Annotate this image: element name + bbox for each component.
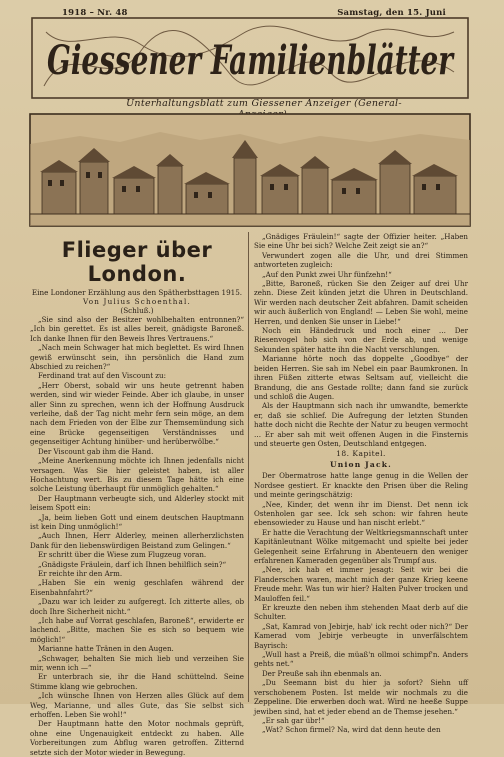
article-paragraph: Er schritt über die Wiese zum Flugzeug voran. [38,550,207,560]
article-paragraph: „Ja, beim lieben Gott und einem deutschen Hauptmann ist kein Ding unmöglich!“ [30,512,244,531]
column-divider [248,232,249,702]
article-paragraph: Marianne hatte Tränen in den Augen. [38,644,174,654]
article-paragraph: Als der Hauptmann sich nach ihr umwandte, bemerkte er, daß sie schlief. Die Aufregung der letzten Stunden hatte doch nicht die Rechte der Natur zu beugen vermocht … Er aber sah mit weit offenen Augen in die Finsternis und steuerte gen Osten, Deutschland entgegen. [254,401,468,448]
city-skyline-illustration [30,114,470,226]
article-paragraph: Der Hauptmann hatte den Motor nochmals geprüft, ohne eine Ungenauigkeit entdeckt zu haben. Alle Vorbereitungen zum Abflug waren getroffen. Zitternd setzte sich der Motor wieder in Bewegung. [30,719,244,757]
masthead-subtitle: Unterhaltungsblatt zum Giessener Anzeiger (General- [126,98,402,109]
article-paragraph: Noch ein Händedruck und noch einer … Der Riesenvogel hob sich von der Erde ab, und wenige Sekunden später hatte ihn die Nacht verschlungen. [254,326,468,354]
article-paragraph: Er hatte die Verachtung der Weltkriegsmannschaft unter Kapitänleutnant Wölke mitgemacht und spielte bei jeder Gelegenheit seine Erfahrung in Abenteuern den weniger erfahrenen Kameraden gegenüber als Trumpf aus. [254,527,468,565]
article-paragraph: Verwundert zogen alle die Uhr, und drei Stimmen antworteten zugleich: [254,250,468,270]
left-column [30,232,244,757]
article-paragraph: „Bitte, Baroneß, rücken Sie den Zeiger auf drei Uhr zehn. Diese Zeit künden jetzt die Uhren in Deutschland. Wir werden nach deutscher Zeit abfahren. Damit scheiden wir auch äußerlich von England! — Leben Sie wohl, meine Herren, und denken Sie unser in Liebe!“ [254,279,468,326]
masthead [30,6,470,228]
article-paragraph: „Nee, Kinder, det wenn ihr im Dienst. Det nenn ick Ostenholen gar see. Ick seh schon: wir fahren heute ebensowieder zu Hause und han nischt erlebt.“ [254,499,468,528]
article-paragraph: „Meine Anerkennung möchte ich Ihnen jedenfalls nicht versagen. Was Sie hier geleistet haben, ist aller Hochachtung wert. Bis zu diesem Tage hätte ich eine solche Leistung überhaupt für unmöglich gehalten.“ [30,456,244,494]
article-paragraph: „Auch Ihnen, Herr Alderley, meinen allerherzlichsten Dank für den liebenswürdigen Beistand zum Gelingen.“ [30,531,244,550]
article-paragraph: Er reichte ihr den Arm. [38,568,123,578]
story-byline: Von Julius Schoenthal. [82,297,192,306]
chapter-number: 18. Kapitel. [336,449,386,459]
story-headline: Flieger über London. [61,238,213,286]
article-paragraph: „Herr Oberst, sobald wir uns heute getrennt haben werden, sind wir wieder Feinde. Aber ich glaube, in unser aller Sinn zu sprechen, wenn ich der Hoffnung Ausdruck verleihe, daß der Tag nicht mehr fern sein möge, an dem nach dem Frieden von der Elbe zur Themsemündung sich eine Brücke gegenseitigen Verständnisses und gegenseitiger Achtung hinüber- und herüberwölbe.“ [30,380,244,447]
article-paragraph: „Nach mein Schwager hat mich beglettet. Es wird Ihnen gewiß erwünscht sein, ihn persönlich die Hand zum Abschied zu reichen?“ [30,343,244,372]
article-paragraph: „Gnädigste Fräulein, darf ich Ihnen behilflich sein?“ [38,559,227,569]
article-paragraph: „Haben Sie ein wenig geschlafen während der Eisenbahnfahrt?“ [30,578,244,597]
article-paragraph: Der Viscount gab ihm die Hand. [38,446,154,456]
article-paragraph: „Sie sind also der Besitzer wohlbehalten entronnen?“ „Ich bin gerettet. Es ist alles bereit, gnädigste Baroneß. Ich danke Ihnen für den Beweis Ihres Vertrauens.“ [30,315,244,343]
article-paragraph: „Er sah gar übr!“ [262,715,325,725]
issue-number: 1918 – Nr. 48 [62,8,128,18]
article-paragraph: Er kreuzte den neben ihm stehenden Maat derb auf die Schulter. [254,603,468,622]
article-paragraph: Der Hauptmann verbeugte sich, und Alderley stockt mit leisem Spott ein: [30,493,244,513]
article-paragraph: „Wull hast a Preiß, die müaß'n ollmoi schimpf'n. Anders gehts net.“ [254,650,468,669]
article-paragraph: „Dazu war ich leider zu aufgeregt. Ich zitterte alles, ob doch Ihre Sicherheit nicht.“ [30,597,244,616]
story-continuation: (Schluß.) [120,306,154,315]
article-paragraph: „Du Seemann bist du hier ja sofort? Siehn uff verschobenem Posten. Ist melde wir nochmals zu die Zeppeline. Die erwerben doch wat. Wird ne heeße Suppe jewiben sind, hat et jeder ebend an de Themse jesehen.“ [254,678,468,716]
article-paragraph: „Sat, Kamrad von Jebirje, hab' ick recht oder nich?“ Der Kamerad vom Jebirje verbeugte in unverfälschtem Bayrisch: [254,621,468,650]
right-column [254,232,468,735]
article-paragraph: „Gnädiges Fräulein!“ sagte der Offizier heiter. „Haben Sie eine Uhr bei sich? Welche Zeit zeigt sie an?“ [254,232,468,251]
article-paragraph: Ferdinand trat auf den Viscount zu: [38,371,167,381]
article-paragraph: „Wat? Schon firmel? Na, wird dat denn heute den [262,725,441,735]
article-paragraph: Der Obermatrose hatte lange genug in die Wellen der Nordsee gestiert. Er knackte den Prisen über die Reling und meinte geringschätzig: [254,471,468,500]
article-paragraph: „Nee, ick hab et immer jesagt: Seit wir bei die Flanderschen waren, macht mich der ganze Krieg keene Freude mehr. Was tun wir hier? Halten Pulver trocken und Mauloffen feil.“ [254,565,468,603]
story-subheading: Eine Londoner Erzählung aus den Spätherbsttagen 1915. [31,288,243,297]
article-paragraph: „Ich habe auf Vorrat geschlafen, Baroneß“, erwiderte er lachend. „Bitte, machen Sie es sich so bequem wie möglich!“ [30,616,244,644]
issue-date: Samstag, den 15. Juni [337,8,446,18]
article-paragraph: Er unterbrach sie, ihr die Hand schüttelnd. Seine Stimme klang wie gebrochen. [30,672,244,691]
article-paragraph: Der Preuße sah ihn ebenmals an. [262,668,382,678]
article-paragraph: „Auf den Punkt zwei Uhr fünfzehn!“ [262,269,392,279]
masthead-title [30,16,470,100]
article-paragraph: „Ich wünsche Ihnen von Herzen alles Glück auf dem Weg, Marianne, und alles Gute, das Sie selbst sich erhoffen. Leben Sie wohl!“ [30,691,244,720]
article-paragraph: Marianne hörte noch das doppelte „Goodbye“ der beiden Herren. Sie sah im Nebel ein paar Baumkronen. In ihren Füßen zitterte etwas Seltsam auf, vielleicht die Brandung, die ans Gestade rollte; dann fand sie zurück und schloß die Augen. [254,354,468,401]
article-paragraph: „Schwager, behalten Sie mich lieb und verzeihen Sie mir, wenn ich —“ [30,653,244,673]
article-columns [30,232,468,757]
chapter-title: Union Jack. [330,460,392,470]
masthead-title-text: Giessener Familienblätter [47,37,456,84]
